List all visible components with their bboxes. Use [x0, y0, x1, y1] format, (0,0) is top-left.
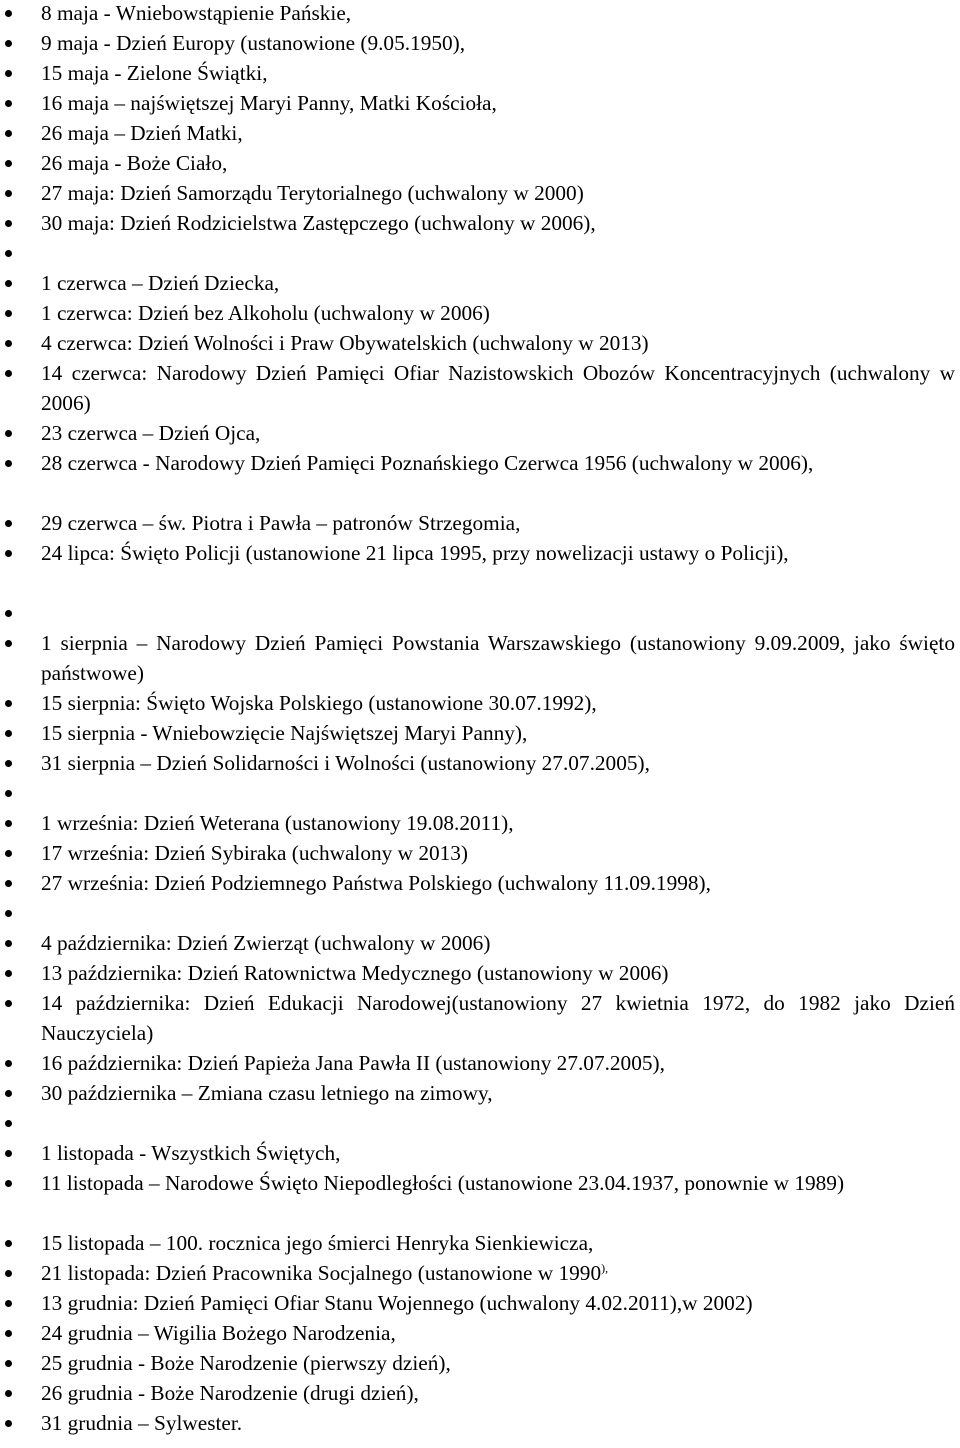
list-item-text: 23 czerwca – Dzień Ojca,: [41, 421, 261, 445]
list-item-text: 1 września: Dzień Weterana (ustanowiony 19.08.2011),: [41, 811, 514, 835]
bullet-icon: [5, 820, 12, 827]
bullet-icon: [5, 1420, 12, 1427]
bullet-icon: [5, 1360, 12, 1367]
bullet-icon: [5, 340, 12, 347]
list-item-text: 4 października: Dzień Zwierząt (uchwalony w 2006): [41, 931, 491, 955]
bullet-icon: [5, 100, 12, 107]
superscript: ),: [601, 1260, 609, 1275]
list-item-text: 15 sierpnia: Święto Wojska Polskiego (ustanowione 30.07.1992),: [41, 691, 597, 715]
list-item-text: 16 maja – najświętszej Maryi Panny, Matki Kościoła,: [41, 91, 497, 115]
list-item-text: 31 grudnia – Sylwester.: [41, 1411, 243, 1435]
bullet-icon: [5, 40, 12, 47]
list-item-text: 13 października: Dzień Ratownictwa Medycznego (ustanowiony w 2006): [41, 961, 669, 985]
bullet-icon: [5, 1330, 12, 1337]
bullet-icon: [5, 910, 12, 917]
list-item-text: 13 grudnia: Dzień Pamięci Ofiar Stanu Wojennego (uchwalony 4.02.2011),w 2002): [41, 1291, 753, 1315]
list-item-text: 27 września: Dzień Podziemnego Państwa Polskiego (uchwalony 11.09.1998),: [41, 871, 711, 895]
list-item-text: 14 października: Dzień Edukacji Narodowej(ustanowiony 27 kwietnia 1972, do 1982 jako Dzień Nauczyciela): [41, 991, 955, 1045]
bullet-icon: [5, 760, 12, 767]
list-item-text: 26 maja - Boże Ciało,: [41, 151, 228, 175]
bullet-icon: [5, 460, 12, 467]
list-item-text: 15 listopada – 100. rocznica jego śmierci Henryka Sienkiewicza,: [41, 1231, 594, 1255]
list-item-text: 26 maja – Dzień Matki,: [41, 121, 243, 145]
list-item-text: 11 listopada – Narodowe Święto Niepodległości (ustanowione 23.04.1937, ponownie w 1989): [41, 1171, 845, 1195]
list-item-text: 26 grudnia - Boże Narodzenie (drugi dzień),: [41, 1381, 419, 1405]
bullet-icon: [5, 250, 12, 257]
list-item-text: 1 czerwca: Dzień bez Alkoholu (uchwalony w 2006): [41, 301, 490, 325]
list-item-text: 15 maja - Zielone Świątki,: [41, 61, 268, 85]
bullet-icon: [5, 1060, 12, 1067]
bullet-icon: [5, 1240, 12, 1247]
bullet-icon: [5, 70, 12, 77]
bullet-icon: [5, 940, 12, 947]
bullet-icon: [5, 1120, 12, 1127]
bullet-icon: [5, 520, 12, 527]
list-item-text: 17 września: Dzień Sybiraka (uchwalony w 2013): [41, 841, 468, 865]
list-item-text: 24 grudnia – Wigilia Bożego Narodzenia,: [41, 1321, 396, 1345]
bullet-icon: [5, 1180, 12, 1187]
list-item-text: 24 lipca: Święto Policji (ustanowione 21 lipca 1995, przy nowelizacji ustawy o Policji),: [41, 541, 789, 565]
list-item-text: 1 listopada - Wszystkich Świętych,: [41, 1141, 341, 1165]
list-item-text: 27 maja: Dzień Samorządu Terytorialnego (uchwalony w 2000): [41, 181, 584, 205]
bullet-icon: [5, 610, 12, 617]
bullet-icon: [5, 430, 12, 437]
list-item-text: 30 maja: Dzień Rodzicielstwa Zastępczego (uchwalony w 2006),: [41, 211, 596, 235]
bullet-icon: [5, 730, 12, 737]
bullet-icon: [5, 790, 12, 797]
list-item-text: 1 czerwca – Dzień Dziecka,: [41, 271, 280, 295]
bullet-icon: [5, 1150, 12, 1157]
bullet-icon: [5, 850, 12, 857]
bullet-icon: [5, 550, 12, 557]
list-item-text: 15 sierpnia - Wniebowzięcie Najświętszej Maryi Panny),: [41, 721, 528, 745]
bullet-icon: [5, 160, 12, 167]
list-item-text: 4 czerwca: Dzień Wolności i Praw Obywatelskich (uchwalony w 2013): [41, 331, 649, 355]
bullet-icon: [5, 1390, 12, 1397]
bullet-icon: [5, 280, 12, 287]
bullet-icon: [5, 130, 12, 137]
list-item-text: 14 czerwca: Narodowy Dzień Pamięci Ofiar Nazistowskich Obozów Koncentracyjnych (uchwalony w 2006): [41, 361, 955, 415]
list-item-text: 31 sierpnia – Dzień Solidarności i Wolności (ustanowiony 27.07.2005),: [41, 751, 650, 775]
list-item-text: 25 grudnia - Boże Narodzenie (pierwszy dzień),: [41, 1351, 451, 1375]
bullet-icon: [5, 310, 12, 317]
bullet-icon: [5, 1090, 12, 1097]
bullet-icon: [5, 1000, 12, 1007]
list-item-text: 8 maja - Wniebowstąpienie Pańskie,: [41, 1, 352, 25]
list-item-text: 21 listopada: Dzień Pracownika Socjalnego (ustanowione w 1990),: [41, 1260, 609, 1285]
bullet-icon: [5, 1300, 12, 1307]
bullet-icon: [5, 190, 12, 197]
bullet-icon: [5, 220, 12, 227]
bullet-icon: [5, 370, 12, 377]
bullet-icon: [5, 1270, 12, 1277]
list-item-text: 1 sierpnia – Narodowy Dzień Pamięci Powstania Warszawskiego (ustanowiony 9.09.2009, jako święto państwowe): [41, 631, 955, 685]
list-item-text: 29 czerwca – św. Piotra i Pawła – patronów Strzegomia,: [41, 511, 521, 535]
bullet-icon: [5, 880, 12, 887]
list-item-text: 30 października – Zmiana czasu letniego na zimowy,: [41, 1081, 493, 1105]
bullet-icon: [5, 700, 12, 707]
bullet-icon: [5, 10, 12, 17]
bullet-icon: [5, 970, 12, 977]
list-item-text: 9 maja - Dzień Europy (ustanowione (9.05.1950),: [41, 31, 466, 55]
list-item-text: 28 czerwca - Narodowy Dzień Pamięci Poznańskiego Czerwca 1956 (uchwalony w 2006),: [41, 451, 814, 475]
bullet-icon: [5, 640, 12, 647]
list-item-text: 16 października: Dzień Papieża Jana Pawła II (ustanowiony 27.07.2005),: [41, 1051, 665, 1075]
